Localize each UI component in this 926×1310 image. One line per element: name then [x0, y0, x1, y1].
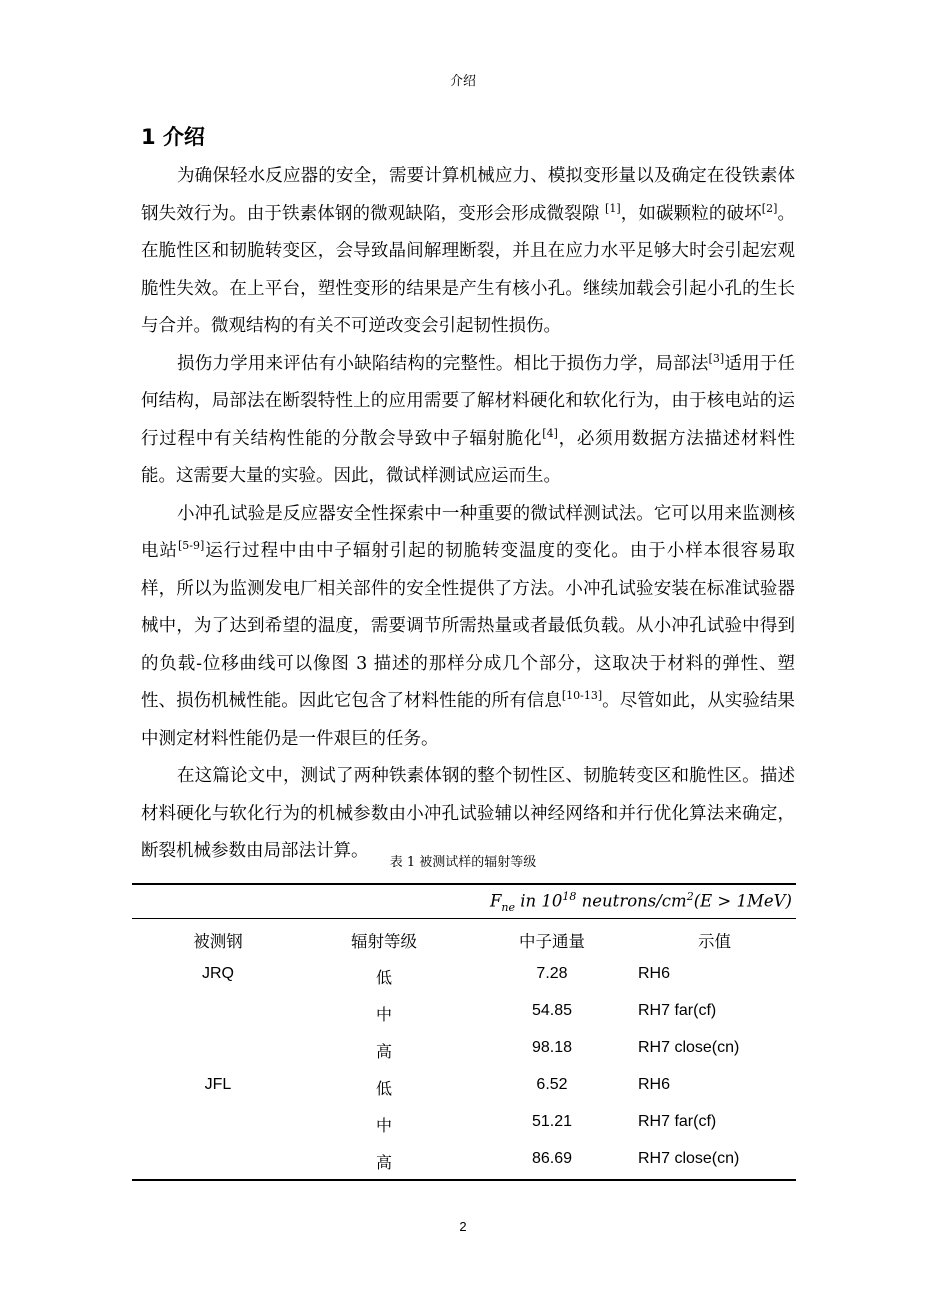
irradiation-table: [132, 883, 796, 1181]
citation: [3]: [708, 351, 725, 365]
section-heading: [141, 121, 205, 151]
body-text: [141, 158, 795, 871]
paragraph-1: [141, 158, 795, 346]
paragraph-text: 适用于任何结构，局部法在断裂特性上的应用需要了解材料硬化和软化行为，由于核电站的运行过程中有关结构性能的分散会导致中子辐射脆化: [141, 353, 796, 449]
table-row: [132, 1105, 796, 1142]
unit-condition: (E > 1MeV): [693, 891, 792, 911]
unit-text: neutrons/cm: [576, 891, 687, 911]
paragraph-text: ，必须用数据方法描述材料性能。这需要大量的实验。因此，微试样测试应运而生。: [141, 428, 796, 486]
cell-flux: 7.28: [536, 965, 568, 982]
table-row: [132, 1031, 796, 1068]
table-row: [132, 1142, 796, 1179]
table-row: [132, 1068, 796, 1105]
fluence-unit: [490, 890, 792, 914]
cell-flux: 51.21: [531, 1113, 573, 1130]
header-marker: 示值: [698, 932, 731, 951]
paragraph-2: [141, 346, 795, 496]
paragraph-3: [141, 496, 795, 759]
paragraph-text: 。尽管如此，从实验结果中测定材料性能仍是一件艰巨的任务。: [141, 691, 796, 749]
citation: [2]: [761, 201, 778, 215]
cell-flux: 54.85: [531, 1002, 573, 1019]
cell-flux: 6.52: [536, 1076, 568, 1093]
paragraph-text: ，如碳颗粒的破坏: [620, 203, 762, 224]
unit-subscript: ne: [501, 900, 516, 914]
cell-steel: JRQ: [202, 965, 234, 982]
cell-grade: 中: [375, 1005, 392, 1024]
table-header-row: [132, 919, 796, 957]
cell-grade: 高: [375, 1153, 392, 1172]
cell-grade: 低: [375, 1079, 392, 1098]
table-row: [132, 994, 796, 1031]
cell-marker: RH7 far(cf): [638, 1002, 717, 1019]
table-row: [132, 957, 796, 994]
unit-text: in 10: [515, 891, 563, 911]
paragraph-text: 运行过程中由中子辐射引起的韧脆转变温度的变化。由于小样本很容易取样，所以为监测发电厂相关部件的安全性提供了方法。小冲孔试验安装在标准试验器械中，为了达到希望的温度，需要调节所需热量或者最低负载。从小冲孔试验中得到的负载-位移曲线可以像图 3 描述的那样分成几个部分，这取决于材料的弹性、塑性、损伤机械性能。因此它包含了材料性能的所有信息: [141, 541, 796, 711]
paragraph-text: 小冲孔试验是反应器安全性探索中一种重要的微试样测试法。它可以用来监测核电站: [141, 503, 795, 561]
cell-flux: 86.69: [531, 1150, 573, 1167]
cell-marker: RH7 far(cf): [638, 1113, 717, 1130]
cell-marker: RH6: [638, 965, 671, 982]
table-caption: 表 1 被测试样的辐射等级: [389, 855, 537, 870]
citation: [5-9]: [177, 539, 205, 552]
table-bottom-rule: [132, 1179, 796, 1181]
cell-marker: RH7 close(cn): [638, 1150, 740, 1167]
cell-grade: 中: [375, 1116, 392, 1135]
cell-steel: JFL: [204, 1076, 232, 1093]
header-steel: 被测钢: [193, 932, 243, 951]
page-number: 2: [459, 1219, 467, 1234]
running-header: 介绍: [449, 74, 476, 89]
citation: [10-13]: [561, 689, 603, 702]
section-number: 1: [141, 125, 156, 149]
unit-symbol: F: [489, 891, 502, 911]
unit-exponent: 2: [686, 890, 694, 903]
table-unit-row: [132, 885, 796, 918]
paragraph-text: 。在脆性区和韧脆转变区，会导致晶间解理断裂，并且在应力水平足够大时会引起宏观脆性失效。在上平台，塑性变形的结果是产生有核小孔。继续加载会引起小孔的生长与合并。微观结构的有关不可逆改变会引起韧性损伤。: [141, 203, 796, 336]
cell-grade: 高: [375, 1042, 392, 1061]
citation: [1]: [605, 201, 621, 215]
cell-marker: RH7 close(cn): [638, 1039, 740, 1056]
cell-grade: 低: [375, 968, 392, 987]
unit-exponent: 18: [562, 890, 577, 903]
header-grade: 辐射等级: [351, 932, 417, 951]
cell-marker: RH6: [638, 1076, 671, 1093]
paragraph-text: 为确保轻水反应器的安全，需要计算机械应力、模拟变形量以及确定在役铁素体钢失效行为。由于铁素体钢的微观缺陷，变形会形成微裂隙: [141, 166, 795, 224]
citation: [4]: [542, 426, 558, 440]
cell-flux: 98.18: [531, 1039, 573, 1056]
paragraph-text: 在这篇论文中，测试了两种铁素体钢的整个韧性区、韧脆转变区和脆性区。描述材料硬化与软化行为的机械参数由小冲孔试验辅以神经网络和并行优化算法来确定，断裂机械参数由局部法计算。: [141, 766, 795, 861]
header-flux: 中子通量: [519, 932, 585, 951]
paragraph-text: 损伤力学用来评估有小缺陷结构的完整性。相比于损伤力学，局部法: [177, 353, 709, 374]
section-title-text: 介绍: [162, 125, 205, 149]
